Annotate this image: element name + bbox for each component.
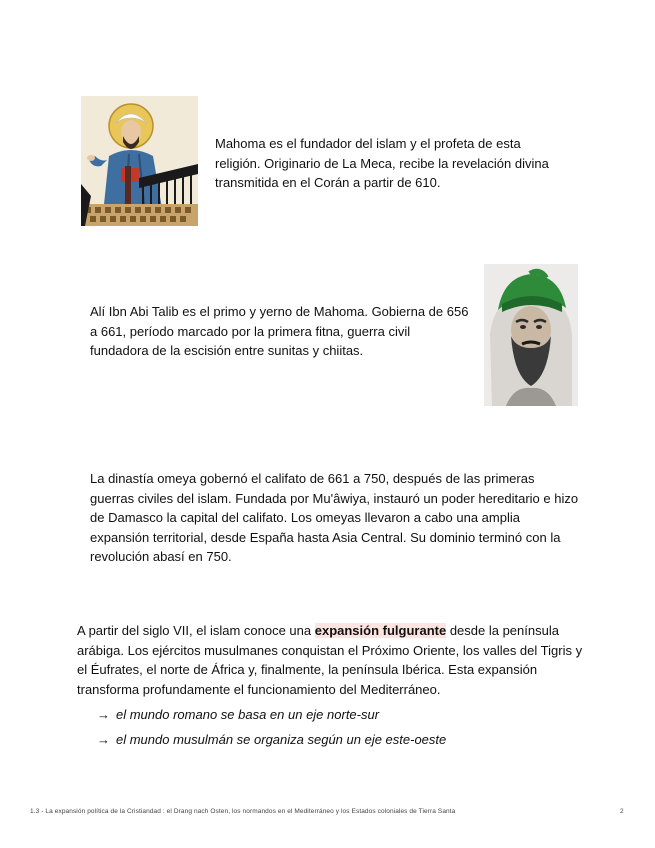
expansion-text-after: desde la península arábiga. Los ejércitos musulmanes conquistan el Próximo Oriente, los valles del Tigris y el Éufrates, el norte de África y, finalmente, la península Ibérica. Esta expansión transforma profundamente el funcionamiento del Mediterráneo. xyxy=(77,623,583,697)
ali-illustration xyxy=(484,264,578,406)
bullet-text: el mundo musulmán se organiza según un eje este-oeste xyxy=(116,732,447,747)
ali-paragraph: Alí Ibn Abi Talib es el primo y yerno de Mahoma. Gobierna de 656 a 661, período marcado por la primera fitna, guerra civil fundadora de la escisión entre sunitas y chiitas. xyxy=(90,304,469,358)
ali-portrait-image xyxy=(484,264,578,406)
bullet-item xyxy=(97,702,446,727)
footer-title: 1.3 - La expansión política de la Cristiandad : el Drang nach Osten, los normandos en el Mediterráneo y los Estados coloniales de Tierra Santa xyxy=(30,808,456,815)
expansion-text-before: A partir del siglo VII, el islam conoce una xyxy=(77,623,315,638)
bullet-item xyxy=(97,727,446,752)
mahoma-paragraph: Mahoma es el fundador del islam y el profeta de esta religión. Originario de La Meca, recibe la revelación divina transmitida en el Corán a partir de 610. xyxy=(215,136,549,190)
expansion-highlight: expansión fulgurante xyxy=(314,623,447,638)
omeya-paragraph: La dinastía omeya gobernó el califato de 661 a 750, después de las primeras guerras civiles del islam. Fundada por Mu'âwiya, instauró un poder hereditario e hizo de Damasco la capital del califato. Los omeyas llevaron a cabo una amplia expansión territorial, desde España hasta Asia Central. Su dominio terminó con la revolución abasí en 750. xyxy=(90,471,579,564)
mahoma-miniature-image xyxy=(81,96,198,226)
mahoma-illustration xyxy=(81,96,198,226)
arrow-right-icon: → xyxy=(97,707,110,722)
arrow-right-icon: → xyxy=(97,732,110,747)
axis-bullet-list xyxy=(97,702,446,752)
page-number: 2 xyxy=(620,808,624,815)
bullet-text: el mundo romano se basa en un eje norte-sur xyxy=(116,707,380,722)
expansion-paragraph xyxy=(77,621,587,699)
